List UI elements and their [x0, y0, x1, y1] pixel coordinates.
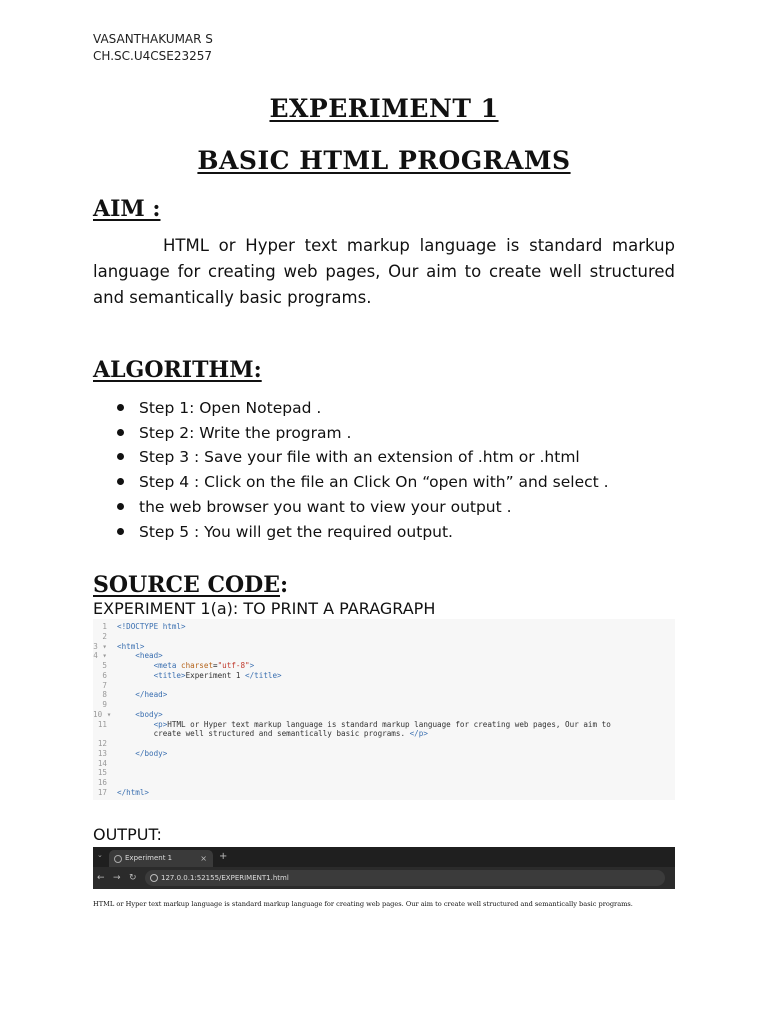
step-item: Step 5 : You will get the required output.: [117, 520, 609, 545]
aim-text: HTML or Hyper text markup language is standard markup language for creating web pages, Our aim to create well structured and semantically basic programs.: [93, 236, 675, 307]
source-code-heading: [93, 572, 288, 598]
step-item: Step 2: Write the program .: [117, 421, 609, 446]
line-number: 17: [97, 787, 107, 797]
code-line: [93, 768, 117, 778]
back-arrow-icon[interactable]: ←: [97, 873, 105, 883]
step-item: Step 4 : Click on the file an Click On “open with” and select .: [117, 470, 609, 495]
code-line: [93, 759, 117, 769]
source-code-heading-text: SOURCE CODE: [93, 572, 280, 598]
line-number: 4 ▾: [93, 651, 107, 661]
output-label: OUTPUT:: [93, 825, 162, 844]
address-text: 127.0.0.1:52155/EXPERIMENT1.html: [161, 874, 289, 882]
experiment-label: EXPERIMENT 1(a): TO PRINT A PARAGRAPH: [93, 599, 436, 618]
site-info-icon[interactable]: [150, 874, 158, 882]
code-line: 5 <meta charset="utf-8">: [93, 661, 254, 671]
step-item: Step 3 : Save your file with an extension of .htm or .html: [117, 445, 609, 470]
code-line: [93, 739, 117, 749]
line-number: 2: [102, 631, 107, 641]
line-number: 9: [102, 700, 107, 709]
tab-title: Experiment 1: [125, 854, 173, 862]
code-line: 13 </body>: [93, 749, 167, 759]
line-number: 7: [102, 680, 107, 690]
rendered-paragraph: HTML or Hyper text markup language is standard markup language for creating web pages. Our aim to create well structured and semantically basic programs.: [93, 900, 633, 908]
code-line: 8 </head>: [93, 690, 167, 700]
code-line: 17 </html>: [93, 788, 149, 798]
algorithm-steps: [117, 396, 609, 544]
code-line: 11 <p>HTML or Hyper text markup language is standard markup language for creating web pages, Our aim to: [93, 720, 611, 730]
tab-list-chevron-icon[interactable]: ⌄: [97, 851, 103, 859]
code-line: 4 ▾ <head>: [93, 651, 163, 661]
code-line: 1 <!DOCTYPE html>: [93, 622, 186, 632]
page-title: BASIC HTML PROGRAMS: [197, 146, 571, 175]
line-number: 3 ▾: [93, 641, 107, 651]
line-number: 15: [97, 768, 107, 778]
globe-icon: [114, 855, 122, 863]
line-number: 12: [97, 739, 107, 748]
address-bar[interactable]: [145, 870, 665, 886]
line-number: 6: [102, 670, 107, 680]
roll-number: CH.SC.U4CSE23257: [93, 49, 212, 63]
line-number: 14: [97, 758, 107, 768]
code-line: [93, 681, 117, 691]
aim-heading: AIM :: [93, 196, 161, 222]
algorithm-heading: ALGORITHM:: [93, 357, 262, 383]
line-number: 8: [102, 690, 107, 700]
new-tab-icon[interactable]: +: [219, 851, 228, 862]
step-item: the web browser you want to view your output .: [117, 495, 609, 520]
line-number: 11: [97, 719, 107, 729]
line-number: 16: [97, 778, 107, 787]
close-tab-icon[interactable]: ×: [200, 854, 207, 863]
code-block: [93, 619, 675, 800]
code-line: create well structured and semantically basic programs. </p>: [117, 729, 428, 739]
code-line: 10 ▾ <body>: [93, 709, 163, 719]
author-name: VASANTHAKUMAR S: [93, 32, 213, 46]
line-number: 5: [102, 661, 107, 670]
line-number: 13: [97, 748, 107, 758]
browser-screenshot: [93, 847, 675, 921]
code-line: [93, 778, 117, 788]
browser-tab[interactable]: [109, 850, 213, 867]
reload-icon[interactable]: ↻: [129, 873, 137, 883]
line-number: 10 ▾: [93, 709, 112, 719]
step-item: Step 1: Open Notepad .: [117, 396, 609, 421]
browser-tab-bar: [93, 847, 675, 867]
code-line: 3 ▾ <html>: [93, 641, 145, 651]
code-line: [93, 700, 117, 710]
code-line: 6 <title>Experiment 1 </title>: [93, 671, 282, 681]
experiment-title: EXPERIMENT 1: [269, 94, 499, 123]
forward-arrow-icon[interactable]: →: [113, 873, 121, 883]
code-line: [93, 632, 117, 642]
line-number: 1: [102, 622, 107, 631]
browser-nav-bar: [93, 867, 675, 889]
source-code-heading-colon: :: [279, 572, 289, 598]
